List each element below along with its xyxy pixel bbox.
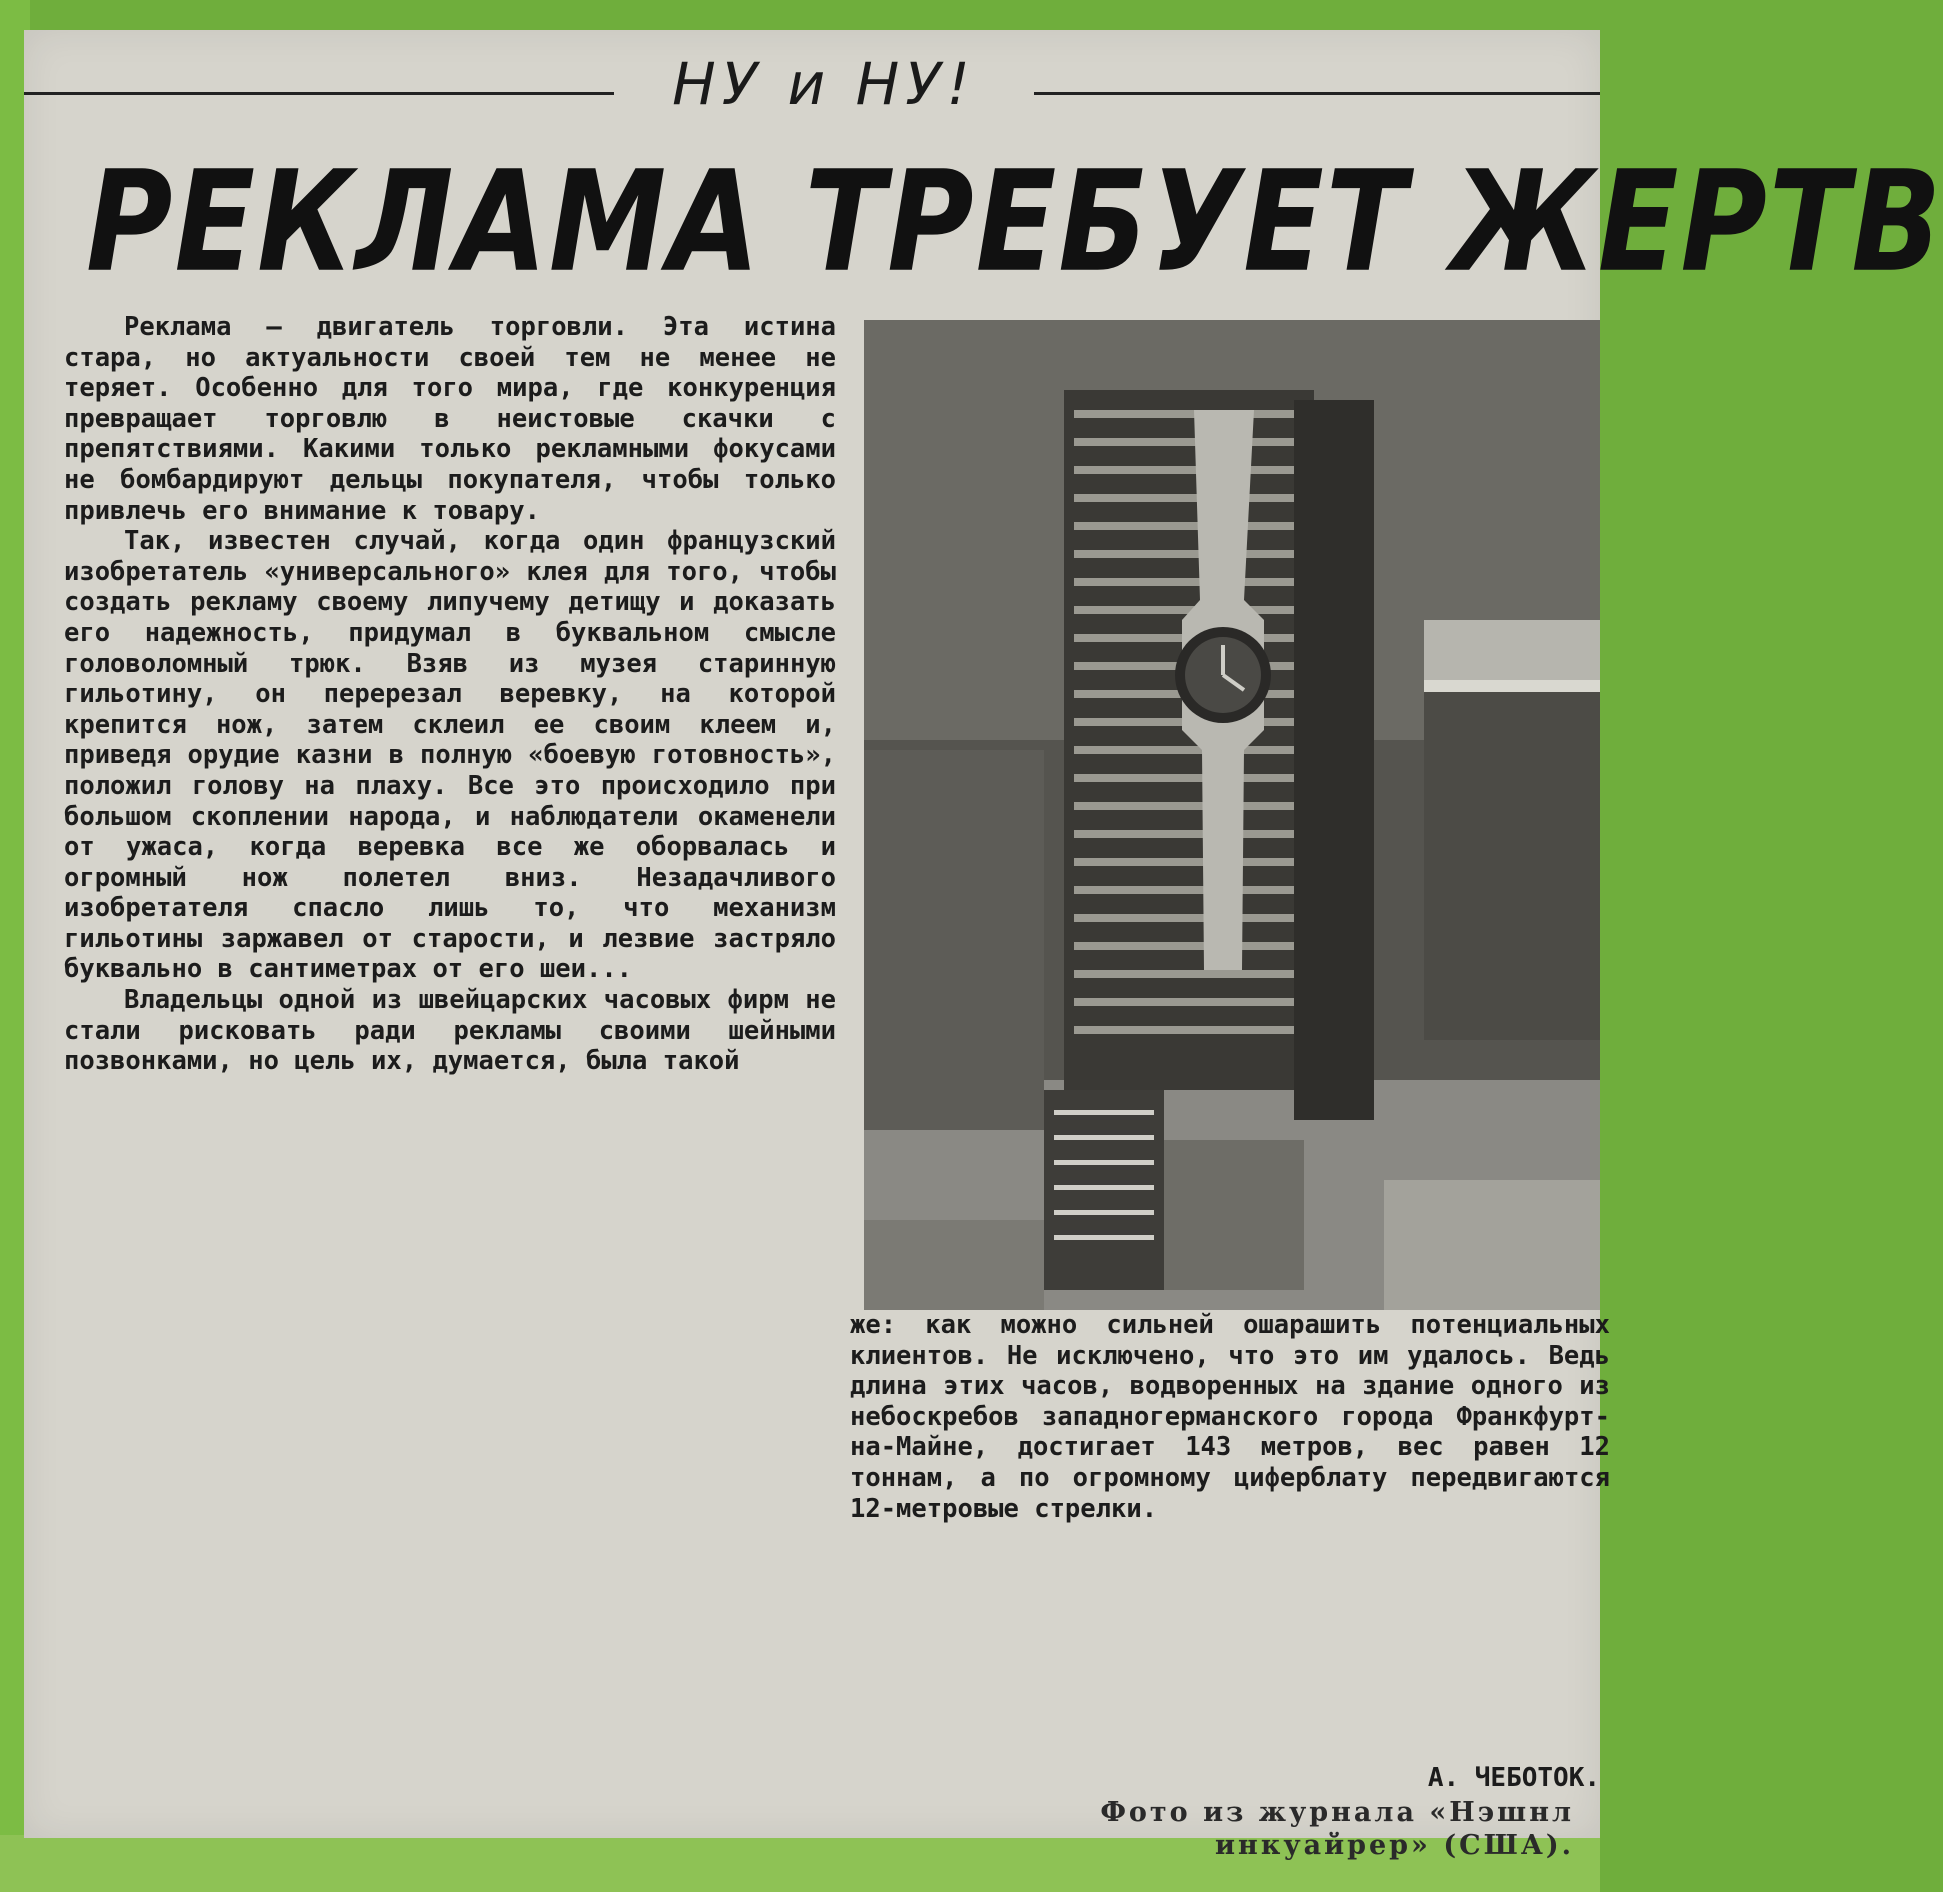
article-paragraph-1: Реклама — двигатель торговли. Эта истина стара, но актуальности своей тем не менее не теряет. Особенно для того мира, где конкуренция превращает торговлю в неистовые скачки с препятствиями. Какими только рекламными фокусами не бомбардируют дельцы покупателя, чтобы только привлечь его внимание к товару.: [64, 312, 836, 526]
photo-credit: [924, 1796, 1574, 1862]
article-paragraph-4: же: как можно сильней ошарашить потенциальных клиентов. Не исключено, что это им удалось. Ведь длина этих часов, водворенных на здание одного из небоскребов западногерманского города Франкфурт-на-Майне, достигает 143 метров, вес равен 12 тоннам, а по огромному циферблату передвигаются 12-метровые стрелки.: [850, 1310, 1610, 1524]
author-signature: А. ЧЕБОТОК.: [1427, 1763, 1600, 1793]
article-paragraph-3: Владельцы одной из швейцарских часовых фирм не стали рисковать ради рекламы своими шейными позвонками, но цель их, думается, была такой: [64, 985, 836, 1077]
rubric-rule-right: [1034, 92, 1600, 95]
headline: РЕКЛАМА ТРЕБУЕТ ЖЕРТВ: [86, 140, 1943, 303]
newspaper-clipping: [24, 30, 1943, 1861]
article-right-column: [850, 1310, 1610, 1524]
rubric-title: НУ и НУ!: [672, 50, 976, 118]
photo-credit-line-1: Фото из журнала «Нэшнл: [1100, 1797, 1574, 1828]
photo-watch-on-skyscraper: [864, 320, 1600, 1310]
photo-illustration: [864, 320, 1600, 1310]
article-left-column: [64, 312, 836, 1077]
article-paragraph-2: Так, известен случай, когда один французский изобретатель «универсального» клея для того, чтобы создать рекламу своему липучему детищу и доказать его надежность, придумал в буквальном смысле головоломный трюк. Взяв из музея старинную гильотину, он перерезал веревку, на которой крепится нож, затем склеил ее своим клеем и, приведя орудие казни в полную «боевую готовность», положил голову на плаху. Все это происходило при большом скоплении народа, и наблюдатели окаменели от ужаса, когда веревка все же оборвалась и огромный нож полетел вниз. Незадачливого изобретателя спасло лишь то, что механизм гильотины заржавел от старости, и лезвие застряло буквально в сантиметрах от его шеи...: [64, 526, 836, 985]
photo-credit-line-2: инкуайрер» (США).: [1215, 1830, 1574, 1861]
rubric-rule-left: [24, 92, 614, 95]
